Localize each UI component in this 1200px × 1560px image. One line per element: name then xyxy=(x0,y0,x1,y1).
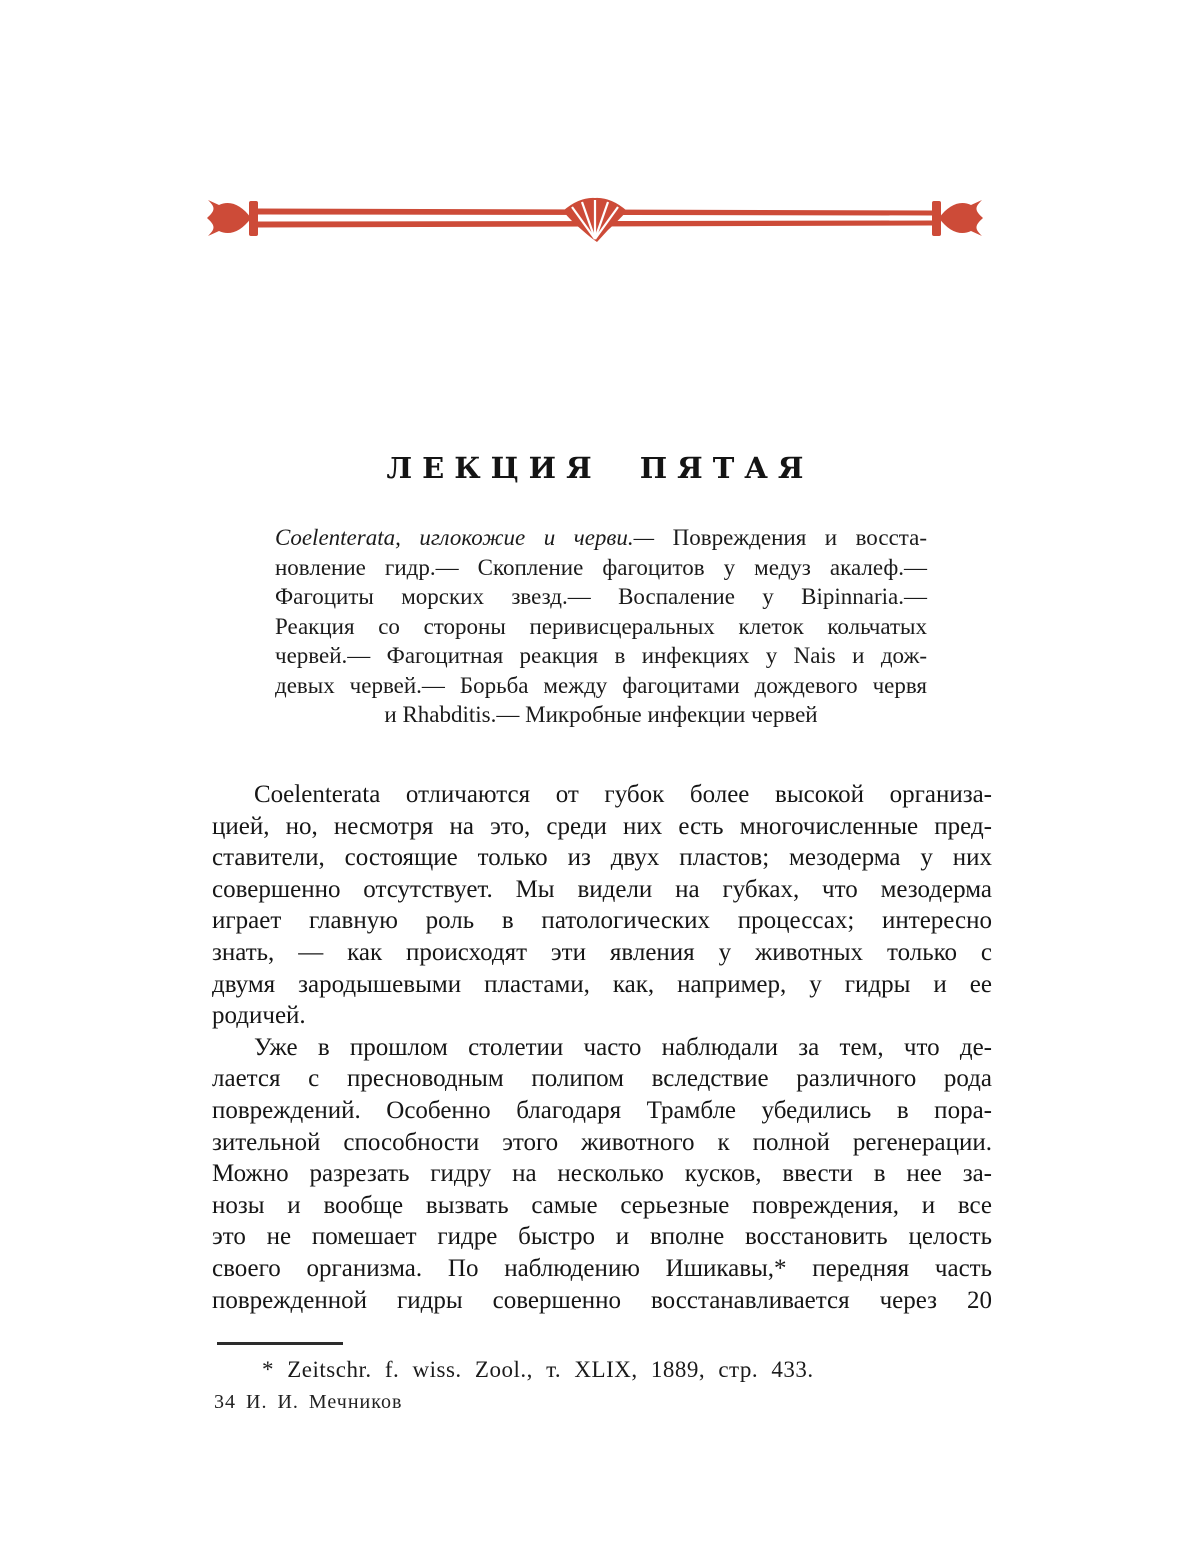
text-line: зительной способности этого животного к полной регенерации. xyxy=(212,1128,992,1156)
text-line: лается с пресноводным полипом вследствие различного рода xyxy=(212,1065,992,1093)
text-line: это не помешает гидре быстро и вполне восстановить целость xyxy=(212,1223,992,1251)
text-line: нозы и вообще вызвать самые серьезные повреждения, и все xyxy=(212,1191,992,1219)
text-line: двумя зародышевыми пластами, как, например, у гидры и ее xyxy=(212,970,992,998)
text-line: Coelenterata отличаются от губок более высокой организа- xyxy=(254,781,992,808)
left-finial xyxy=(207,200,258,236)
center-shell xyxy=(563,198,627,242)
paragraph xyxy=(212,779,992,1032)
abstract-line: Реакция со стороны перивисцеральных клеток кольчатых xyxy=(275,613,927,639)
text-line: поврежденной гидры совершенно восстанавливается через 20 xyxy=(212,1286,992,1314)
footnote-text: * Zeitschr. f. wiss. Zool., т. XLIX, 1889, стр. 433. xyxy=(262,1357,814,1382)
abstract-italic-lead: Coelenterata, иглокожие и черви.— xyxy=(275,525,655,550)
chapter-title: ЛЕКЦИЯ ПЯТАЯ xyxy=(386,451,814,485)
abstract-line xyxy=(275,523,927,553)
text-line: играет главную роль в патологических процессах; интересно xyxy=(212,907,992,935)
text-line: цией, но, несмотря на это, среди них есть многочисленные пред- xyxy=(212,812,992,840)
text-line: ставители, состоящие только из двух пластов; мезодерма у них xyxy=(212,844,992,872)
abstract-line: и Rhabditis.— Микробные инфекции червей xyxy=(384,702,818,727)
right-finial xyxy=(932,200,983,236)
text-line: Можно разрезать гидру на несколько кусков, ввести в нее за- xyxy=(212,1160,992,1188)
text-line: повреждений. Особенно благодаря Трамбле убедились в пора- xyxy=(212,1096,992,1124)
abstract-line: новление гидр.— Скопление фагоцитов у медуз акалеф.— xyxy=(275,554,927,580)
text-line: родичей. xyxy=(212,1002,306,1030)
text-line: совершенно отсутствует. Мы видели на губках, что мезодерма xyxy=(212,875,992,903)
text-line: знать, — как происходят эти явления у животных только с xyxy=(212,938,992,966)
text-line: Уже в прошлом столетии часто наблюдали за тем, что де- xyxy=(254,1033,992,1061)
body-text xyxy=(212,779,992,1316)
paragraph xyxy=(212,1032,992,1316)
signature-mark: 34 И. И. Мечников xyxy=(214,1391,403,1413)
abstract-line: червей.— Фагоцитная реакция в инфекциях у Nais и дож- xyxy=(275,643,927,668)
abstract-line: девых червей.— Борьба между фагоцитами дождевого червя xyxy=(275,672,927,698)
chapter-abstract xyxy=(275,523,927,730)
abstract-lead-rest: Повреждения и восста- xyxy=(654,525,927,550)
abstract-line: Фагоциты морских звезд.— Воспаление у Bipinnaria.— xyxy=(275,584,927,609)
head-rule-ornament xyxy=(205,196,985,240)
footnote-separator xyxy=(217,1342,343,1345)
head-rule-ornament-graphic xyxy=(205,196,985,240)
text-line: своего организма. По наблюдению Ишикавы,* передняя часть xyxy=(212,1254,992,1282)
footnote xyxy=(212,1357,992,1383)
